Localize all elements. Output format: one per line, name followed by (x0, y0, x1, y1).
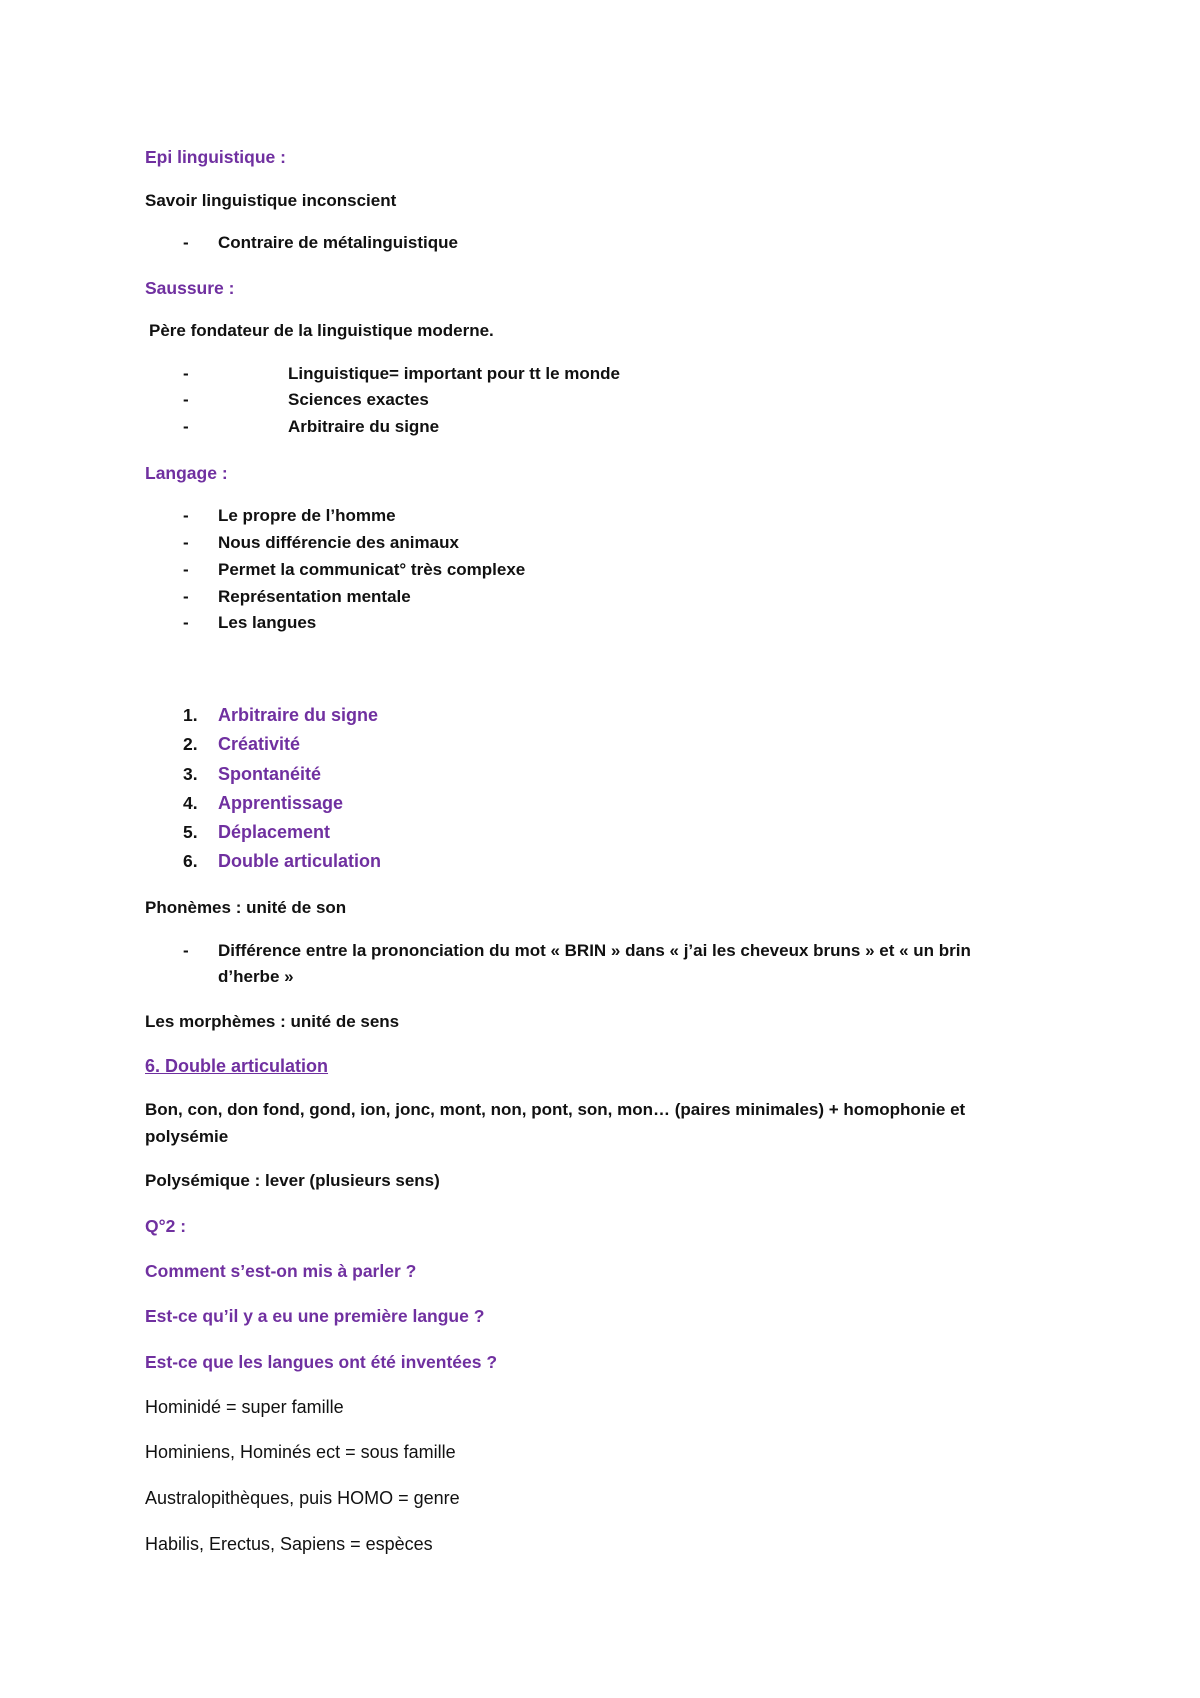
bullet-dash: - (183, 417, 189, 436)
polysemique-text: Polysémique : lever (plusieurs sens) (145, 1171, 440, 1190)
bullet-dash: - (183, 506, 189, 525)
morphemes-text: Les morphèmes : unité de sens (145, 1012, 400, 1031)
bullet-dash: - (183, 233, 189, 252)
bullet-dash: - (183, 560, 189, 579)
question-3: Est-ce que les langues ont été inventées ? (145, 1352, 498, 1372)
saussure-bullet-item: Arbitraire du signe (288, 417, 440, 436)
double-articulation-link[interactable]: 6. Double articulation (145, 1056, 329, 1076)
numbered-item: Spontanéité (218, 764, 322, 784)
langage-bullet-item: Permet la communicat° très complexe (218, 560, 526, 579)
hominiens-text: Hominiens, Hominés ect = sous famille (145, 1442, 456, 1462)
list-number: 2. (183, 734, 198, 754)
saussure-bullet-item: Sciences exactes (288, 390, 429, 409)
saussure-bullet-item: Linguistique= important pour tt le monde (288, 364, 620, 383)
langage-bullet-item: Nous différencie des animaux (218, 533, 459, 552)
numbered-item: Déplacement (218, 822, 331, 842)
heading-q2: Q°2 : (145, 1216, 187, 1236)
paires-line2: polysémie (145, 1127, 229, 1146)
numbered-item: Apprentissage (218, 793, 344, 813)
list-number: 5. (183, 822, 198, 842)
langage-bullet-item: Représentation mentale (218, 587, 411, 606)
list-number: 1. (183, 705, 198, 725)
langage-bullet-item: Le propre de l’homme (218, 506, 396, 525)
langage-bullet-item: Les langues (218, 613, 317, 632)
australo-text: Australopithèques, puis HOMO = genre (145, 1488, 460, 1508)
bullet-dash: - (183, 364, 189, 383)
phonemes-bullet-line2: d’herbe » (218, 967, 294, 986)
bullet-dash: - (183, 390, 189, 409)
bullet-dash: - (183, 613, 189, 632)
heading-epi-linguistique: Epi linguistique : (145, 147, 286, 167)
numbered-item: Créativité (218, 734, 301, 754)
numbered-item: Arbitraire du signe (218, 705, 379, 725)
heading-langage: Langage : (145, 463, 228, 483)
list-number: 3. (183, 764, 198, 784)
list-number: 6. (183, 851, 198, 871)
phonemes-bullet-line1: Différence entre la prononciation du mot « BRIN » dans « j’ai les cheveux bruns » et « un brin (218, 941, 971, 960)
epi-text: Savoir linguistique inconscient (145, 191, 397, 210)
numbered-item: Double articulation (218, 851, 382, 871)
hominide-text: Hominidé = super famille (145, 1397, 344, 1417)
question-2: Est-ce qu’il y a eu une première langue ? (145, 1306, 485, 1326)
bullet-dash: - (183, 941, 189, 960)
bullet-dash: - (183, 533, 189, 552)
phonemes-text: Phonèmes : unité de son (145, 898, 347, 917)
habilis-text: Habilis, Erectus, Sapiens = espèces (145, 1534, 433, 1554)
epi-bullet-item: Contraire de métalinguistique (218, 233, 458, 252)
paires-line1: Bon, con, don fond, gond, ion, jonc, mont, non, pont, son, mon… (paires minimales) + homophonie et (145, 1100, 966, 1119)
list-number: 4. (183, 793, 198, 813)
question-1: Comment s’est-on mis à parler ? (145, 1261, 417, 1281)
bullet-dash: - (183, 587, 189, 606)
heading-saussure: Saussure : (145, 278, 235, 298)
saussure-text: Père fondateur de la linguistique moderne. (149, 321, 494, 340)
